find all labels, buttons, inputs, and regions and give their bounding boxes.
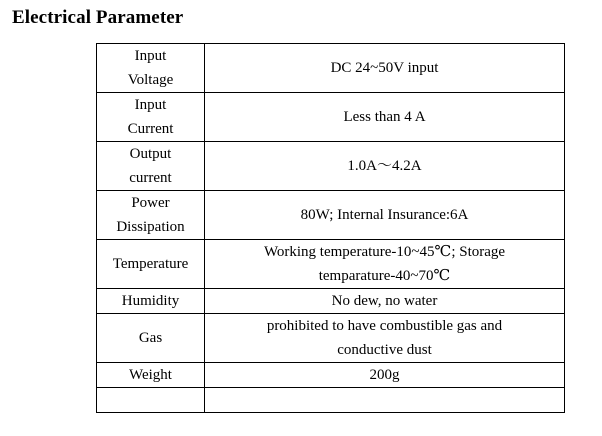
table-row-input-current: [97, 93, 565, 142]
table-row-input-voltage: [97, 44, 565, 93]
parameter-name-line: Power: [131, 195, 170, 211]
parameter-name-line: Dissipation: [116, 219, 185, 235]
parameter-name-line: Input: [134, 97, 167, 113]
table-row-power-dissipation: [97, 191, 565, 240]
table-row-empty: [97, 388, 565, 413]
parameter-name-cell: [97, 388, 205, 413]
parameter-value-line: 80W; Internal Insurance:6A: [300, 207, 469, 223]
parameter-value-line: 200g: [369, 367, 400, 383]
parameter-value-cell: [205, 388, 565, 413]
parameter-name-line: current: [129, 170, 172, 186]
parameter-value-cell: [205, 289, 565, 314]
parameter-value-line: Less than 4 A: [343, 109, 426, 125]
parameter-value-cell: [205, 240, 565, 289]
parameter-name-line: Current: [127, 121, 174, 137]
parameter-value-line: 1.0A～4.2A: [347, 158, 422, 174]
parameter-name-line: Weight: [129, 367, 172, 383]
parameter-name-line: Temperature: [112, 256, 189, 272]
parameter-name-cell: [97, 191, 205, 240]
parameter-value-line: No dew, no water: [331, 293, 438, 309]
parameter-name-cell: [97, 142, 205, 191]
table-row-temperature: [97, 240, 565, 289]
parameter-value-cell: [205, 314, 565, 363]
parameter-name-line: Input: [134, 48, 167, 64]
parameter-name-line: Output: [129, 146, 172, 162]
parameter-name-line: Voltage: [127, 72, 174, 88]
parameter-value-line: prohibited to have combustible gas and: [266, 318, 503, 334]
table-row-gas: [97, 314, 565, 363]
parameter-value-line: Working temperature-10~45℃; Storage: [263, 244, 506, 260]
parameter-name-cell: [97, 93, 205, 142]
parameter-value-cell: [205, 191, 565, 240]
table-row-humidity: [97, 289, 565, 314]
parameter-value-line: temparature-40~70℃: [318, 268, 451, 284]
parameter-name-cell: [97, 314, 205, 363]
parameter-name-line: Humidity: [121, 293, 180, 309]
electrical-parameter-table: [96, 43, 565, 413]
parameter-value-cell: [205, 93, 565, 142]
section-title: Electrical Parameter: [12, 7, 184, 28]
table-row-weight: [97, 363, 565, 388]
parameter-name-cell: [97, 44, 205, 93]
parameter-value-line: conductive dust: [337, 342, 432, 358]
parameter-name-cell: [97, 240, 205, 289]
parameter-name-line: Gas: [138, 330, 163, 346]
parameter-value-line: DC 24~50V input: [330, 60, 439, 76]
parameter-value-cell: [205, 363, 565, 388]
table-row-output-current: [97, 142, 565, 191]
parameter-value-cell: [205, 142, 565, 191]
parameter-name-cell: [97, 289, 205, 314]
parameter-value-cell: [205, 44, 565, 93]
parameter-name-cell: [97, 363, 205, 388]
